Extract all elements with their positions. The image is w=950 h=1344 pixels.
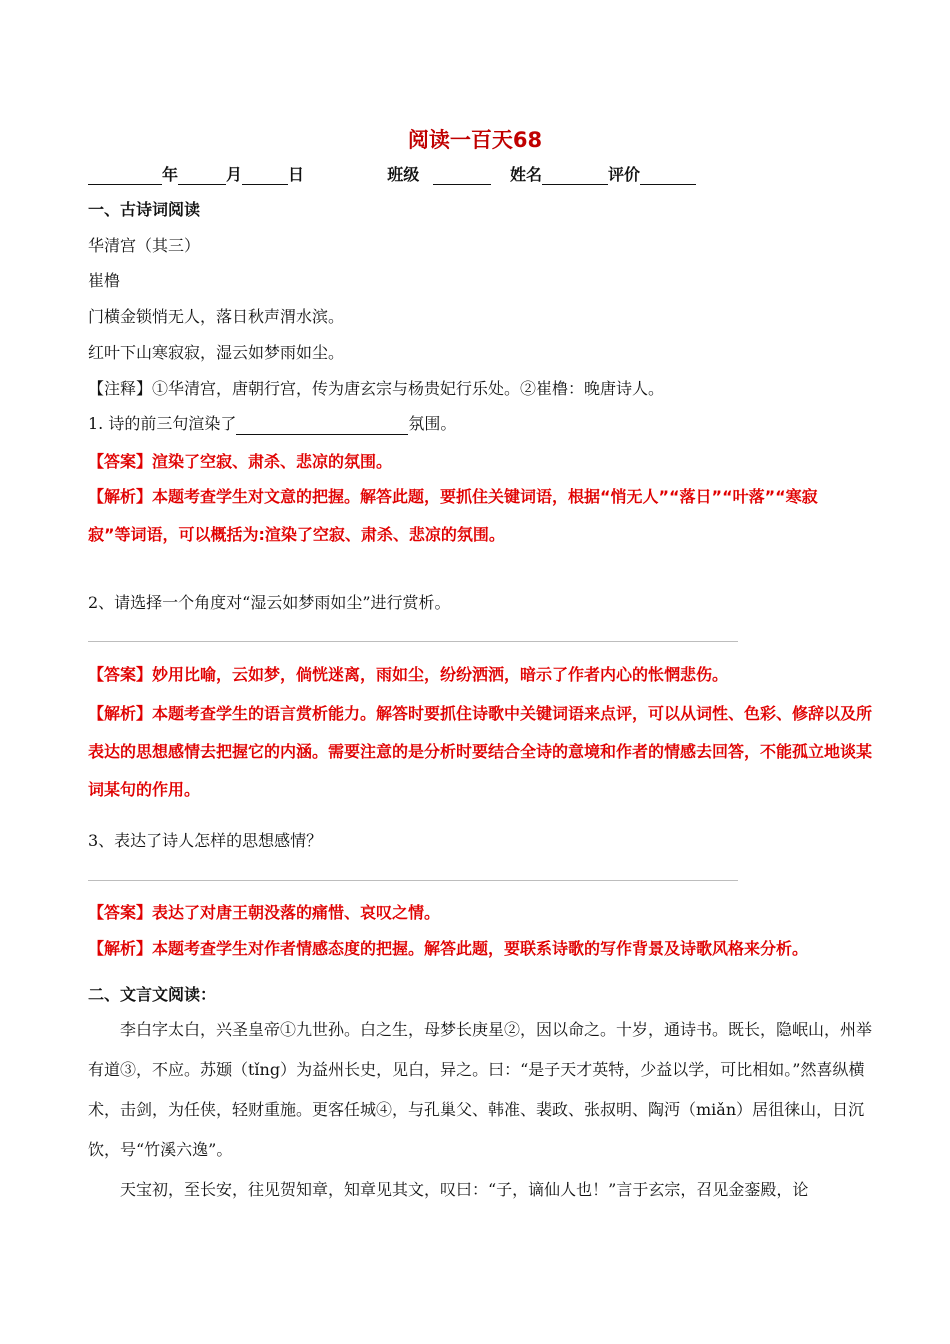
answer-line-2[interactable] <box>88 641 738 642</box>
class-label: 班级 <box>387 165 420 184</box>
question-1-suffix: 氛围。 <box>408 414 457 433</box>
answer-1: 【答案】渲染了空寂、肃杀、悲凉的氛围。 <box>88 452 393 471</box>
question-1-prefix: 1. 诗的前三句渲染了 <box>88 414 237 433</box>
question-3: 3、表达了诗人怎样的思想感情？ <box>88 831 323 850</box>
section-heading-classical: 二、文言文阅读： <box>88 985 217 1004</box>
name-label: 姓名 <box>509 165 542 184</box>
analysis-1: 【解析】本题考查学生对文意的把握。解答此题，要抓住关键词语，根据“悄无人”“落日”“叶落”“寒寂寂”等词语，可以概括为:渲染了空寂、肃杀、悲凉的氛围。 <box>88 487 818 544</box>
poem-line-2: 红叶下山寒寂寂，湿云如梦雨如尘。 <box>88 343 345 362</box>
day-label: 日 <box>288 165 305 184</box>
month-blank[interactable] <box>178 168 226 185</box>
analysis-2: 【解析】本题考查学生的语言赏析能力。解答时要抓住诗歌中关键词语来点评，可以从词性、色彩、修辞以及所表达的思想感情去把握它的内涵。需要注意的是分析时要结合全诗的意境和作者的情感去回答，不能孤立地谈某词某句的作用。 <box>88 704 873 799</box>
page-title: 阅读一百天68 <box>407 128 543 152</box>
header-fields <box>88 162 696 185</box>
poet-name: 崔橹 <box>88 271 121 290</box>
analysis-3: 【解析】本题考查学生对作者情感态度的把握。解答此题，要联系诗歌的写作背景及诗歌风格来分析。 <box>88 939 809 958</box>
day-blank[interactable] <box>242 168 288 185</box>
poem-line-1: 门横金锁悄无人，落日秋声渭水滨。 <box>88 307 345 326</box>
answer-2: 【答案】妙用比喻，云如梦，倘恍迷离，雨如尘，纷纷洒洒，暗示了作者内心的怅惘悲伤。 <box>88 665 729 684</box>
answer-3: 【答案】表达了对唐王朝没落的痛惜、哀叹之情。 <box>88 903 441 922</box>
month-label: 月 <box>226 165 243 184</box>
eval-blank[interactable] <box>640 168 696 185</box>
year-label: 年 <box>162 165 179 184</box>
question-1-blank[interactable] <box>236 418 408 435</box>
poem-title: 华清宫（其三） <box>88 236 201 255</box>
poem-note: 【注释】①华清宫，唐朝行宫，传为唐玄宗与杨贵妃行乐处。②崔橹：晚唐诗人。 <box>88 379 665 398</box>
class-blank[interactable] <box>433 168 491 185</box>
classical-paragraph-1: 李白字太白，兴圣皇帝①九世孙。白之生，母梦长庚星②，因以命之。十岁，通诗书。既长，隐岷山，州举有道③，不应。苏颋（tǐng）为益州长史，见白，异之。曰：“是子天才英特，少益以学，可比相如。”然喜纵横术，击剑，为任侠，轻财重施。更客任城④，与孔巢父、韩准、裴政、张叔明、陶沔（miǎn）居徂徕山，日沉饮，号“竹溪六逸”。 <box>88 1020 873 1159</box>
classical-paragraph-2: 天宝初，至长安，往见贺知章，知章见其文，叹曰：“子，谪仙人也！”言于玄宗，召见金銮殿，论 <box>120 1180 809 1199</box>
question-2: 2、请选择一个角度对“湿云如梦雨如尘”进行赏析。 <box>88 593 451 612</box>
question-1 <box>88 413 880 435</box>
eval-label: 评价 <box>607 165 640 184</box>
section-heading-poetry: 一、古诗词阅读 <box>88 200 201 219</box>
name-blank[interactable] <box>542 168 608 185</box>
year-blank[interactable] <box>88 168 162 185</box>
answer-line-3[interactable] <box>88 880 738 881</box>
